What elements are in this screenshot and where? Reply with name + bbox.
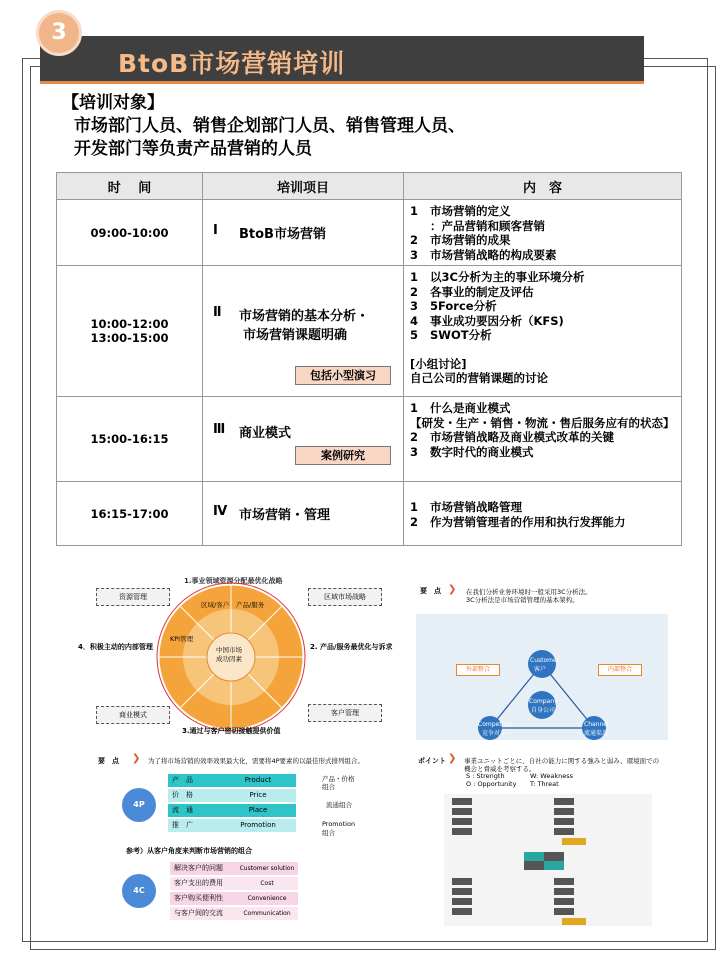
four-c-row: [170, 907, 298, 920]
table-row: [57, 200, 682, 266]
wheel-center-1: 中国市场: [216, 646, 242, 654]
three-c-diagram: [412, 580, 674, 740]
wheel-center-2: 成功因素: [216, 655, 242, 663]
customer-label: Customer: [530, 657, 560, 664]
row-cn: 价 格: [172, 791, 193, 799]
table-row: [57, 482, 682, 546]
wheel-bottom-label: 3.通过与客户密切接触提供价值: [182, 727, 281, 735]
four-p-row: [168, 819, 296, 832]
item-title: BtoB市场营销: [239, 227, 326, 242]
row-cn: 产 品: [172, 776, 193, 784]
row-en: Cost: [260, 880, 274, 887]
side-label-1b: 组合: [322, 783, 335, 791]
target-line-1: 市场部门人员、销售企划部门人员、销售管理人员、: [74, 116, 465, 136]
customer-box: 客户管理: [308, 704, 382, 722]
four-p-row: [168, 804, 296, 817]
four-p-diagram: [90, 750, 400, 928]
note-4p: 为了将市场营销的效率效果最大化，需要将4P要素的以最佳形式排列组合。: [148, 757, 365, 765]
wheel-left-label: 4．积极主动的内部管理: [78, 643, 153, 651]
external-tag: 外部整合: [456, 664, 500, 676]
wheel-seg-region: 区域/客户: [201, 601, 230, 609]
content-cell: [404, 266, 682, 397]
time-value-2: 13:00-15:00: [90, 331, 169, 345]
area-strategy-box: 区域市场战略: [308, 588, 382, 606]
content-num: 3: [410, 299, 419, 313]
time-value: 16:15-17:00: [90, 506, 169, 521]
time-value: 09:00-10:00: [90, 225, 169, 240]
content-text: SWOT分析: [430, 328, 492, 342]
page-title: BtoB市场营销培训: [118, 49, 346, 78]
item-cell: [203, 397, 404, 482]
content-text: 事业成功要因分析（KFS): [430, 313, 564, 328]
four-p-row: [168, 774, 296, 787]
row-cn: 与客户间的交流: [174, 909, 223, 917]
time-cell: [57, 482, 203, 546]
content-text: 数字时代的商业模式: [430, 444, 534, 459]
content-text: 市场营销战略管理: [430, 500, 522, 514]
content-text: ：产品营销和顾客营销: [430, 218, 545, 233]
swot-o: O : Opportunity: [466, 780, 517, 788]
content-num: 3: [410, 444, 419, 459]
swot-note-1: 事業ユニットごとに、自社の能力に関する強みと弱み、環境面での: [464, 757, 660, 765]
side-label-3b: 组合: [322, 829, 335, 837]
row-cn: 客户支出的费用: [174, 879, 223, 887]
content-num: 1: [410, 500, 419, 514]
group-discussion-text: 自己公司的营销课题的讨论: [410, 371, 548, 385]
channel-label: Channel: [584, 721, 609, 728]
row-en: Promotion: [240, 821, 276, 829]
content-text: 各事业的制定及评估: [430, 284, 534, 299]
target-line-2: 开发部门等负责产品营销的人员: [74, 139, 312, 159]
row-cn: 推 广: [172, 821, 193, 829]
content-num: 5: [410, 328, 419, 342]
ref-4c-label: 参考）从客户角度来判断市场营销的组合: [126, 847, 252, 855]
wheel-seg-product: 产品/服务: [236, 601, 265, 609]
arrow-icon: ❯: [132, 753, 141, 764]
content-cell: [404, 482, 682, 546]
swot-t: T: Threat: [530, 780, 559, 788]
swot-s: S : Strength: [466, 772, 505, 780]
side-label-2: 流通组合: [326, 801, 352, 809]
note-3c-2: 3C分析法是市场营销管理的基本架构。: [466, 596, 579, 604]
time-value: 15:00-16:15: [90, 432, 169, 446]
row-cn: 流 通: [172, 806, 193, 814]
time-cell: [57, 200, 203, 266]
company-label: Company: [529, 698, 558, 705]
swot-diagram: [412, 750, 674, 928]
content-cell: [404, 200, 682, 266]
group-discussion-label: [小组讨论]: [410, 356, 467, 371]
table-row: [57, 266, 682, 397]
success-factor-diagram: [56, 552, 400, 742]
content-text: 市场营销战略的构成要素: [430, 247, 557, 262]
content-num: 1: [410, 204, 419, 218]
four-c-row: [170, 862, 298, 875]
case-study-tag: 案例研究: [295, 446, 391, 465]
key-point-label: 要 点: [98, 757, 119, 765]
content-text: 以3C分析为主的事业环境分析: [430, 270, 585, 284]
row-cn: 客户购买便利性: [174, 894, 223, 902]
content-text: 5Force分析: [430, 299, 497, 313]
header-time: 时 间: [57, 173, 203, 200]
section-number-badge: 3: [36, 10, 82, 56]
item-number: Ⅱ: [213, 305, 222, 320]
internal-tag: 内部整合: [598, 664, 642, 676]
schedule-header-row: [57, 173, 682, 200]
content-text: 作为营销管理者的作用和执行发挥能力: [430, 514, 626, 529]
target-audience: [62, 92, 465, 161]
content-num: 2: [410, 430, 419, 444]
channel-sub: 流通渠道: [584, 730, 609, 737]
item-title: 市场营销・管理: [239, 508, 331, 523]
content-num: 1: [410, 270, 419, 284]
item-title-2: 市场营销课题明确: [243, 328, 348, 343]
header-content: 内 容: [404, 173, 682, 200]
content-num: 2: [410, 514, 419, 529]
arrow-icon: ❯: [448, 584, 457, 595]
item-cell: [203, 266, 404, 397]
arrow-icon: ❯: [448, 753, 457, 764]
row-en: Place: [248, 806, 268, 814]
row-cn: 解决客户的问题: [174, 864, 223, 872]
row-en: Price: [249, 791, 267, 799]
side-label-3: Promotion: [322, 820, 356, 828]
swot-w: W: Weakness: [530, 772, 573, 780]
business-model-box: 商业模式: [96, 706, 170, 724]
content-text: 市场营销战略及商业模式改革的关键: [430, 430, 614, 444]
item-cell: [203, 200, 404, 266]
item-cell: [203, 482, 404, 546]
header-item: 培训项目: [203, 173, 404, 200]
item-title: 商业模式: [239, 425, 292, 441]
target-heading: 【培训对象】: [62, 93, 164, 113]
company-sub: 自身公司: [531, 707, 556, 714]
row-en: Product: [244, 776, 272, 784]
schedule-table: [56, 172, 682, 546]
time-value: 10:00-12:00: [90, 317, 169, 331]
content-num: 3: [410, 247, 419, 262]
row-en: Communication: [243, 910, 291, 917]
title-bar: [40, 36, 644, 84]
content-text: 什么是商业模式: [430, 401, 511, 415]
mini-exercise-tag: 包括小型演习: [295, 366, 391, 385]
wheel-right-label: 2. 产品/服务最优化与诉求: [310, 643, 393, 651]
content-text: 市场营销的定义: [430, 204, 511, 218]
content-num: 2: [410, 233, 419, 247]
content-num: 2: [410, 284, 419, 299]
resource-box: 资源管理: [96, 588, 170, 606]
content-cell: [404, 397, 682, 482]
key-point-label: ポイント: [418, 757, 446, 765]
wheel-top-label: 1.事业领域资源分配最优化战略: [184, 577, 283, 585]
row-en: Customer solution: [239, 865, 295, 872]
swot-grid-svg: [444, 794, 652, 926]
content-text: 市场营销的成果: [430, 233, 511, 247]
table-row: [57, 397, 682, 482]
four-p-badge: 4P: [122, 788, 156, 822]
key-point-label: 要 点: [420, 587, 441, 595]
item-title: 市场营销的基本分析・: [239, 309, 370, 324]
competitor-sub: 竞争对手: [482, 730, 507, 737]
time-cell: [57, 397, 203, 482]
item-number: Ⅰ: [213, 223, 218, 238]
side-label-1: 产品・价格: [322, 775, 355, 783]
four-c-row: [170, 892, 298, 905]
four-p-row: [168, 789, 296, 802]
swot-note-2: 機会と脅威を考察する。: [464, 765, 536, 773]
competitor-label: Competitor: [478, 721, 512, 728]
four-c-badge: 4C: [122, 874, 156, 908]
customer-sub: 客户: [534, 666, 547, 673]
content-num: 4: [410, 313, 419, 328]
note-3c-1: 在我们分析业务环境时一般采用3C分析法。: [466, 588, 592, 596]
wheel-seg-kpi: KPI管理: [170, 635, 194, 643]
item-number: Ⅳ: [213, 504, 228, 519]
time-cell: [57, 266, 203, 397]
content-text: 【研发・生产・销售・物流・售后服务应有的状态】: [410, 415, 675, 430]
item-number: Ⅲ: [213, 421, 226, 437]
content-num: 1: [410, 401, 419, 415]
row-en: Convenience: [247, 895, 287, 902]
four-c-row: [170, 877, 298, 890]
